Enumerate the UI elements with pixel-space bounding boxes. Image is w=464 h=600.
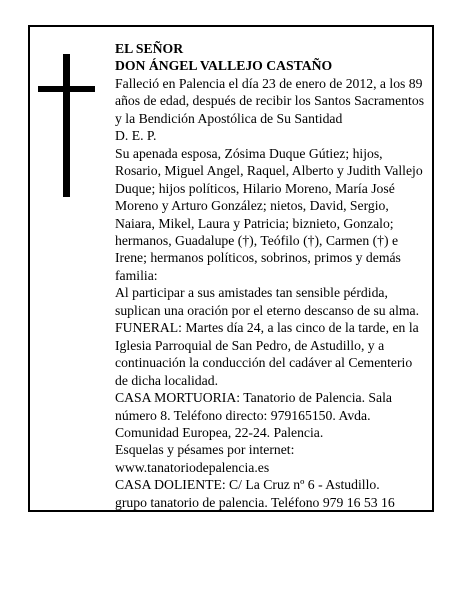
cross-icon [63,54,70,197]
website-link[interactable]: www.tanatoriodepalencia.es [115,459,270,475]
mortuary-info: CASA MORTUORIA: Tanatorio de Palencia. Sala número 8. Teléfono directo: 979165150. Avda. Comunidad Europea, 22-24. Palencia. [115,390,393,440]
death-details: Falleció en Palencia el día 23 de enero de 2012, a los 89 años de edad, después de recibir los Santos Sacramentos y la Bendición Apostólica de Su Santidad [115,75,425,126]
deceased-name: DON ÁNGEL VALLEJO CASTAÑO [115,58,333,74]
prayer-request: Al participar a sus amistades tan sensible pérdida, suplican una oración por el eterno descanso de su alma. [115,285,420,318]
family-list: Su apenada esposa, Zósima Duque Gútiez; hijos, Rosario, Miguel Angel, Raquel, Alberto y Judith Vallejo Duque; hijos políticos, Hilario Moreno, María José Moreno y Arturo González; nietos, David, Sergio, Naiara, Mikel, Laura y Patricia; biznieto, Gonzalo; hermanos, Guadalupe (†), Teófilo (†), Carmen (†) e Irene; hermanos políticos, sobrinos, primos y demás familia: [115,145,423,283]
obituary-text [115,40,425,511]
rip-line: D. E. P. [115,128,157,144]
internet-condolences: Esquelas y pésames por internet: [115,442,295,458]
funeral-info: FUNERAL: Martes día 24, a las cinco de la tarde, en la Iglesia Parroquial de San Pedro, de Astudillo, y a continuación la conducción del cadáver al Cementerio de dicha localidad. [115,320,419,388]
family-home: CASA DOLIENTE: C/ La Cruz nº 6 - Astudillo. [115,477,380,493]
heading-title: EL SEÑOR [115,41,184,56]
cross-icon-bar [38,86,95,92]
funeral-home-contact: grupo tanatorio de palencia. Teléfono 979 16 53 16 [115,494,395,510]
